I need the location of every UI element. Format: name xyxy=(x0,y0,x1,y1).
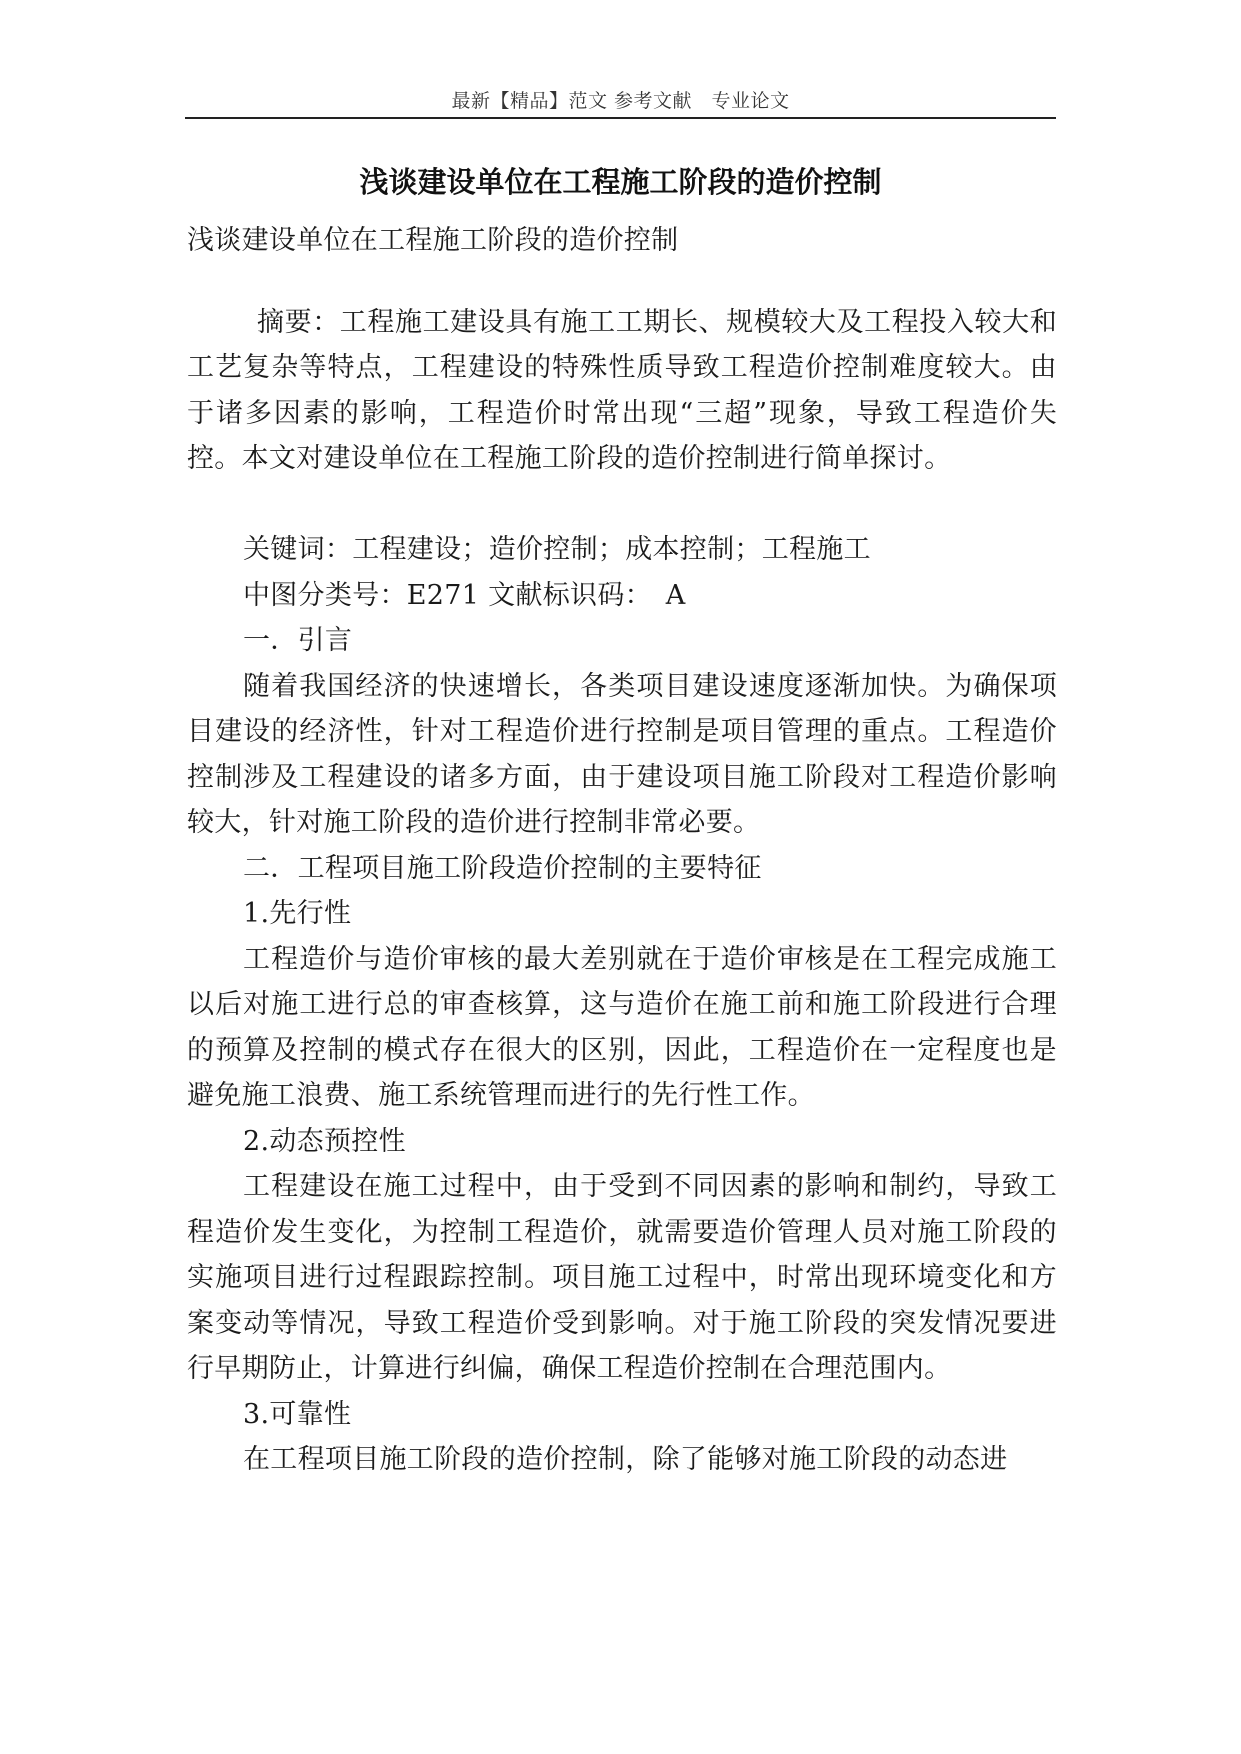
section-heading-features: 二．工程项目施工阶段造价控制的主要特征 xyxy=(243,852,762,884)
abstract-paragraph: 摘要：工程施工建设具有施工工期长、规模较大及工程投入较大和工艺复杂等特点，工程建设的特殊性质导致工程造价控制难度较大。由于诸多因素的影响，工程造价时常出现“三超”现象，导致工程造价失控。本文对建设单位在工程施工阶段的造价控制进行简单探讨。 xyxy=(187,306,1057,474)
subsection-paragraph-3: 在工程项目施工阶段的造价控制，除了能够对施工阶段的动态进 xyxy=(243,1444,1008,1475)
introduction-paragraph: 随着我国经济的快速增长，各类项目建设速度逐渐加快。为确保项目建设的经济性，针对工程造价进行控制是项目管理的重点。工程造价控制涉及工程建设的诸多方面，由于建设项目施工阶段对工程造价影响较大，针对施工阶段的造价进行控制非常必要。 xyxy=(187,670,1057,838)
header-divider xyxy=(185,117,1056,119)
section-heading-introduction: 一．引言 xyxy=(243,625,353,656)
subsection-heading-3: 3.可靠性 xyxy=(243,1398,352,1430)
document-body xyxy=(187,218,1057,1483)
subsection-heading-2: 2.动态预控性 xyxy=(243,1125,406,1157)
classification-line: 中图分类号：E271 文献标识码： A xyxy=(243,579,686,611)
subsection-paragraph-2: 工程建设在施工过程中，由于受到不同因素的影响和制约，导致工程造价发生变化，为控制工程造价，就需要造价管理人员对施工阶段的实施项目进行过程跟踪控制。项目施工过程中，时常出现环境变化和方案变动等情况，导致工程造价受到影响。对于施工阶段的突发情况要进行早期防止，计算进行纠偏，确保工程造价控制在合理范围内。 xyxy=(187,1171,1057,1384)
keywords-line: 关键词：工程建设；造价控制；成本控制；工程施工 xyxy=(243,534,871,565)
running-header: 最新【精品】范文 参考文献 专业论文 xyxy=(451,90,790,112)
document-subtitle: 浅谈建设单位在工程施工阶段的造价控制 xyxy=(187,225,679,256)
document-title: 浅谈建设单位在工程施工阶段的造价控制 xyxy=(359,165,882,199)
subsection-heading-1: 1.先行性 xyxy=(243,898,352,929)
subsection-paragraph-1: 工程造价与造价审核的最大差别就在于造价审核是在工程完成施工以后对施工进行总的审查核算，这与造价在施工前和施工阶段进行合理的预算及控制的模式存在很大的区别，因此，工程造价在一定程度也是避免施工浪费、施工系统管理而进行的先行性工作。 xyxy=(187,943,1057,1111)
